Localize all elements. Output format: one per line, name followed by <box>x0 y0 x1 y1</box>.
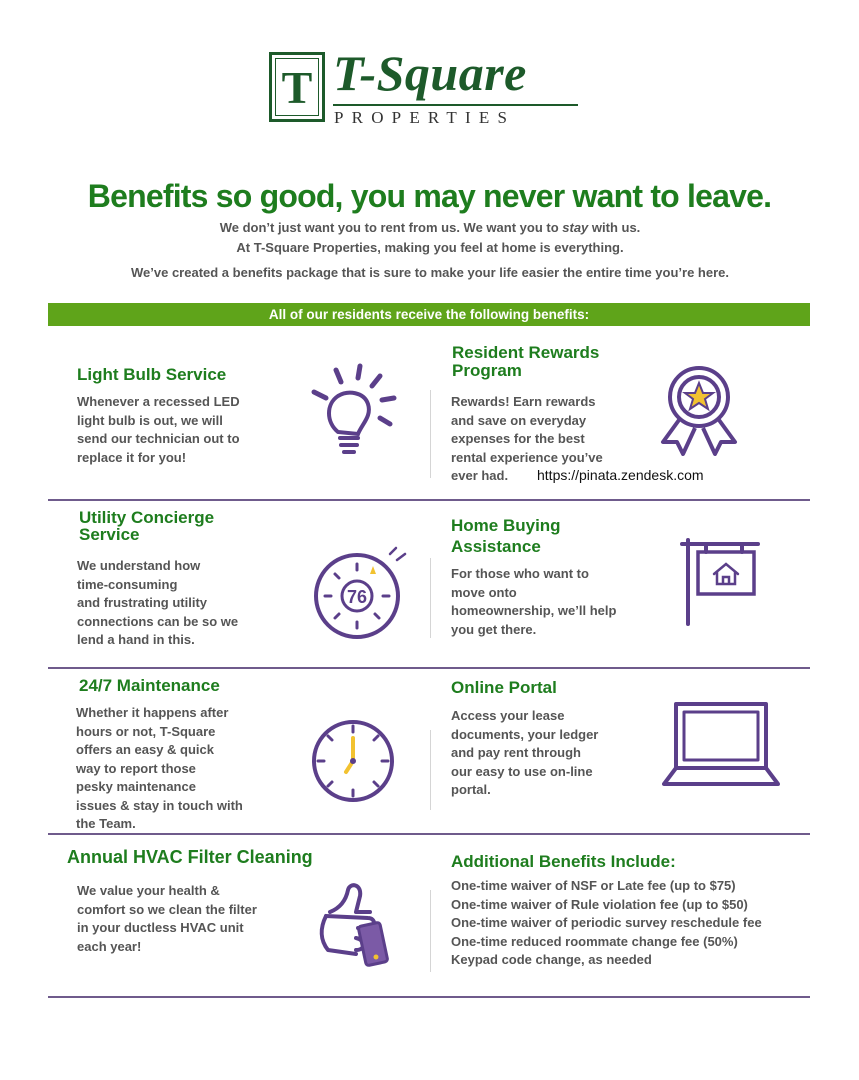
light-bulb-title: Light Bulb Service <box>77 365 227 384</box>
zendesk-link[interactable]: https://pinata.zendesk.com <box>537 467 704 483</box>
clock-icon <box>308 716 398 806</box>
light-bulb-text: Whenever a recessed LED light bulb is out, we will send our technician out to replace it for you! <box>77 394 240 465</box>
intro-line-2: At T-Square Properties, making you feel at home is everything. <box>236 240 624 255</box>
logo-divider <box>333 104 578 106</box>
laptop-icon <box>662 700 780 788</box>
house-sign-icon <box>678 536 762 628</box>
additional-title: Additional Benefits Include: <box>451 852 676 871</box>
portal-title: Online Portal <box>451 678 557 697</box>
thermostat-value: 76 <box>346 587 368 607</box>
section-divider <box>48 996 810 998</box>
additional-list: One-time waiver of NSF or Late fee (up to $75) One-time waiver of Rule violation fee (up to $50) One-time waiver of periodic survey reschedule fee One-time reduced roommate change fee (50%) Keypad code change, as needed <box>451 878 762 967</box>
home-buying-title: Home Buying Assistance <box>451 516 561 556</box>
benefits-banner: All of our residents receive the following benefits: <box>48 303 810 326</box>
maintenance-text: Whether it happens after hours or not, T-Square offers an easy & quick way to report those pesky maintenance issues & stay in touch with the Team. <box>76 705 243 831</box>
column-divider <box>430 730 431 810</box>
section-divider <box>48 667 810 669</box>
rewards-title: Resident Rewards Program <box>452 343 600 380</box>
column-divider <box>430 558 431 638</box>
rewards-text: Rewards! Earn rewards and save on everyday expenses for the best rental experience you’ve ever had. <box>451 394 603 483</box>
utility-title: Utility Concierge Service <box>79 508 215 544</box>
intro-line-3: We’ve created a benefits package that is sure to make your life easier the entire time you’re here. <box>131 265 729 280</box>
thermostat-icon <box>312 540 412 644</box>
logo-name: T-Square <box>333 45 527 101</box>
light-bulb-icon <box>308 362 400 460</box>
hvac-title: Annual HVAC Filter Cleaning <box>67 847 313 867</box>
logo-mark <box>269 52 325 122</box>
intro-line-1: We don’t just want you to rent from us. We want you to stay with us. <box>219 220 641 235</box>
section-divider <box>48 833 810 835</box>
utility-text: We understand how time-consuming and frustrating utility connections can be so we lend a hand in this. <box>77 558 239 647</box>
column-divider <box>430 390 431 478</box>
page-headline: Benefits so good, you may never want to leave. <box>87 178 772 214</box>
hvac-text: We value your health & comfort so we clean the filter in your ductless HVAC unit each year! <box>77 883 257 954</box>
logo-subtitle: PROPERTIES <box>334 108 516 127</box>
section-divider <box>48 499 810 501</box>
maintenance-title: 24/7 Maintenance <box>79 676 220 695</box>
logo-letter: T <box>275 58 319 116</box>
portal-text: Access your lease documents, your ledger and pay rent through our easy to use on-line portal. <box>451 708 599 797</box>
column-divider <box>430 890 431 972</box>
home-buying-text: For those who want to move onto homeownership, we’ll help you get there. <box>451 566 617 637</box>
award-ribbon-icon <box>655 362 743 456</box>
thumbs-up-icon <box>316 878 398 968</box>
